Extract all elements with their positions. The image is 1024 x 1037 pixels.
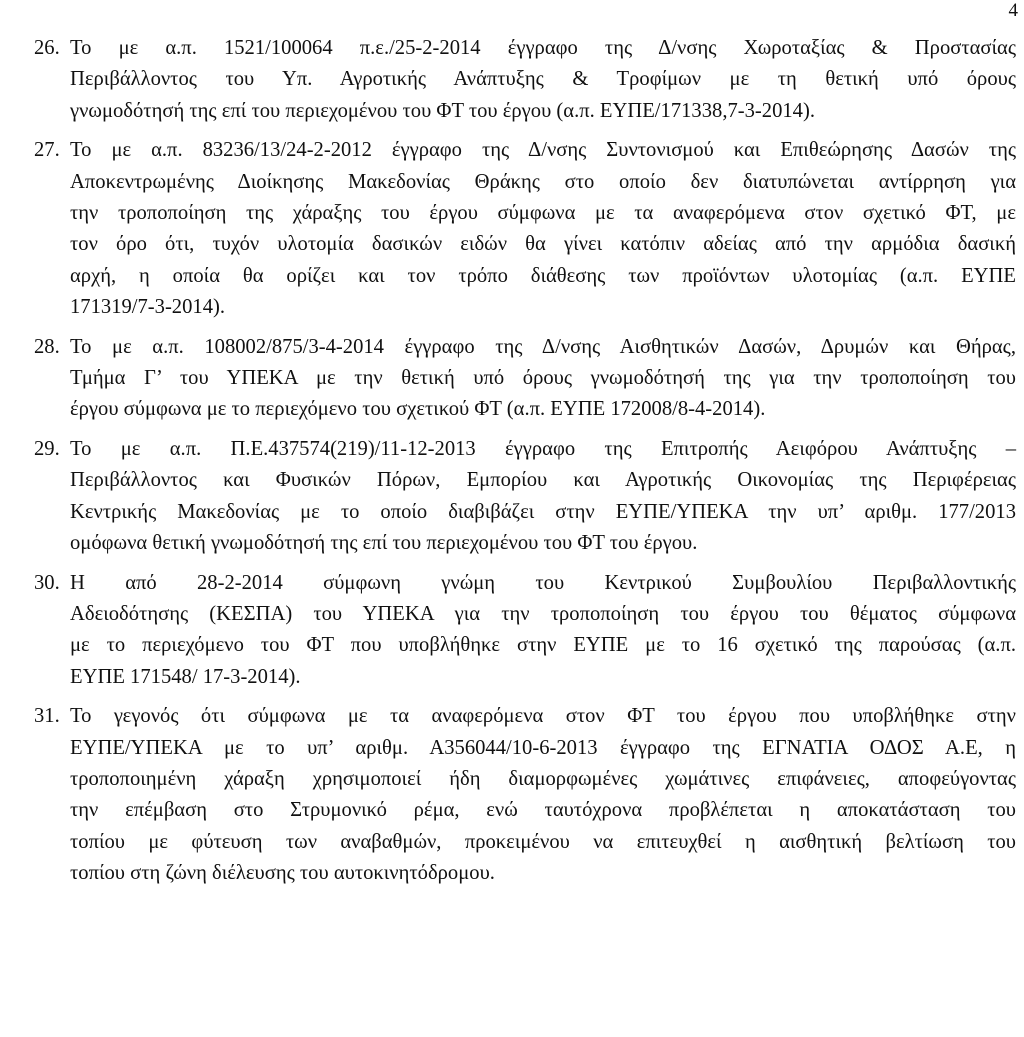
text-line: Το με α.π. 108002/875/3-4-2014 έγγραφο της Δ/νσης Αισθητικών Δασών, Δρυμών και Θήρας, — [70, 335, 1016, 358]
list-item-31 — [34, 701, 1016, 889]
text-line: την επέμβαση στο Στρυμονικό ρέμα, ενώ ταυτόχρονα προβλέπεται η αποκατάσταση του — [70, 799, 1016, 822]
text-line: Η από 28-2-2014 σύμφωνη γνώμη του Κεντρικού Συμβουλίου Περιβαλλοντικής — [70, 571, 1016, 594]
list-item-27 — [34, 135, 1016, 323]
list-item-28 — [34, 332, 1016, 426]
item-number: 27. — [34, 139, 60, 162]
list-item-30 — [34, 568, 1016, 694]
text-line: Το με α.π. 1521/100064 π.ε./25-2-2014 έγγραφο της Δ/νσης Χωροταξίας & Προστασίας — [70, 37, 1016, 59]
document-item-list — [34, 33, 1016, 898]
text-line: τοπίου στη ζώνη διέλευσης του αυτοκινητόδρομου. — [70, 862, 495, 885]
text-line: αρχή, η οποία θα ορίζει και τον τρόπο διάθεσης των προϊόντων υλοτομίας (α.π. ΕΥΠΕ — [70, 264, 1016, 287]
item-number: 26. — [34, 37, 60, 59]
text-line: 171319/7-3-2014). — [70, 296, 226, 319]
text-line: τοπίου με φύτευση των αναβαθμών, προκειμένου να επιτευχθεί η αισθητική βελτίωση του — [70, 830, 1016, 853]
text-line: τροποποιημένη χάραξη χρησιμοποιεί ήδη διαμορφωμένες χωμάτινες επιφάνειες, αποφεύγοντας — [70, 767, 1016, 790]
list-item-29 — [34, 434, 1016, 560]
text-line: ΕΥΠΕ/ΥΠΕΚΑ με το υπ’ αριθμ. Α356044/10-6-2013 έγγραφο της ΕΓΝΑΤΙΑ ΟΔΟΣ Α.Ε, η — [70, 736, 1016, 759]
text-line: Το γεγονός ότι σύμφωνα με τα αναφερόμενα στον ΦΤ του έργου που υποβλήθηκε στην — [70, 705, 1016, 728]
text-line: Περιβάλλοντος και Φυσικών Πόρων, Εμπορίου και Αγροτικής Οικονομίας της Περιφέρειας — [70, 469, 1016, 492]
item-text — [70, 332, 1016, 426]
text-line: Κεντρικής Μακεδονίας με το οποίο διαβιβάζει στην ΕΥΠΕ/ΥΠΕΚΑ την υπ’ αριθμ. 177/2013 — [70, 500, 1016, 523]
item-text — [70, 568, 1016, 694]
text-line: Αποκεντρωμένης Διοίκησης Μακεδονίας Θράκης στο οποίο δεν διατυπώνεται αντίρρηση για — [70, 170, 1016, 193]
text-line: Το με α.π. 83236/13/24-2-2012 έγγραφο της Δ/νσης Συντονισμού και Επιθεώρησης Δασών της — [70, 139, 1016, 162]
text-line: Αδειοδότησης (ΚΕΣΠΑ) του ΥΠΕΚΑ για την τροποποίηση του έργου του θέματος σύμφωνα — [70, 602, 1016, 625]
text-line: με το περιεχόμενο του ΦΤ που υποβλήθηκε στην ΕΥΠΕ με το 16 σχετικό της παρούσας (α.π. — [70, 634, 1016, 657]
text-line: έργου σύμφωνα με το περιεχόμενο του σχετικού ΦΤ (α.π. ΕΥΠΕ 172008/8-4-2014). — [70, 398, 766, 421]
text-line: ΕΥΠΕ 171548/ 17-3-2014). — [70, 665, 301, 688]
text-line: ομόφωνα θετική γνωμοδότησή της επί του περιεχομένου του ΦΤ του έργου. — [70, 532, 698, 555]
text-line: γνωμοδότησή της επί του περιεχομένου του ΦΤ του έργου (α.π. ΕΥΠΕ/171338,7-3-2014). — [70, 99, 815, 122]
item-text — [70, 135, 1016, 323]
text-line: Τμήμα Γ’ του ΥΠΕΚΑ με την θετική υπό όρους γνωμοδότησή της για την τροποποίηση του — [70, 367, 1016, 390]
item-number: 31. — [34, 705, 60, 728]
page-number: 4 — [1008, 0, 1018, 21]
item-number: 29. — [34, 437, 60, 460]
text-line: Περιβάλλοντος του Υπ. Αγροτικής Ανάπτυξης & Τροφίμων με τη θετική υπό όρους — [70, 68, 1016, 91]
text-line: τον όρο ότι, τυχόν υλοτομία δασικών ειδών θα γίνει κατόπιν αδείας από την αρμόδια δασική — [70, 233, 1016, 256]
item-text — [70, 434, 1016, 560]
text-line: Το με α.π. Π.Ε.437574(219)/11-12-2013 έγγραφο της Επιτροπής Αειφόρου Ανάπτυξης – — [70, 437, 1016, 460]
item-text — [70, 701, 1016, 889]
item-number: 28. — [34, 335, 60, 358]
text-line: την τροποποίηση της χάραξης του έργου σύμφωνα με τα αναφερόμενα στον σχετικό ΦΤ, με — [70, 202, 1016, 225]
item-text — [70, 33, 1016, 127]
list-item-26 — [34, 33, 1016, 127]
item-number: 30. — [34, 571, 60, 594]
